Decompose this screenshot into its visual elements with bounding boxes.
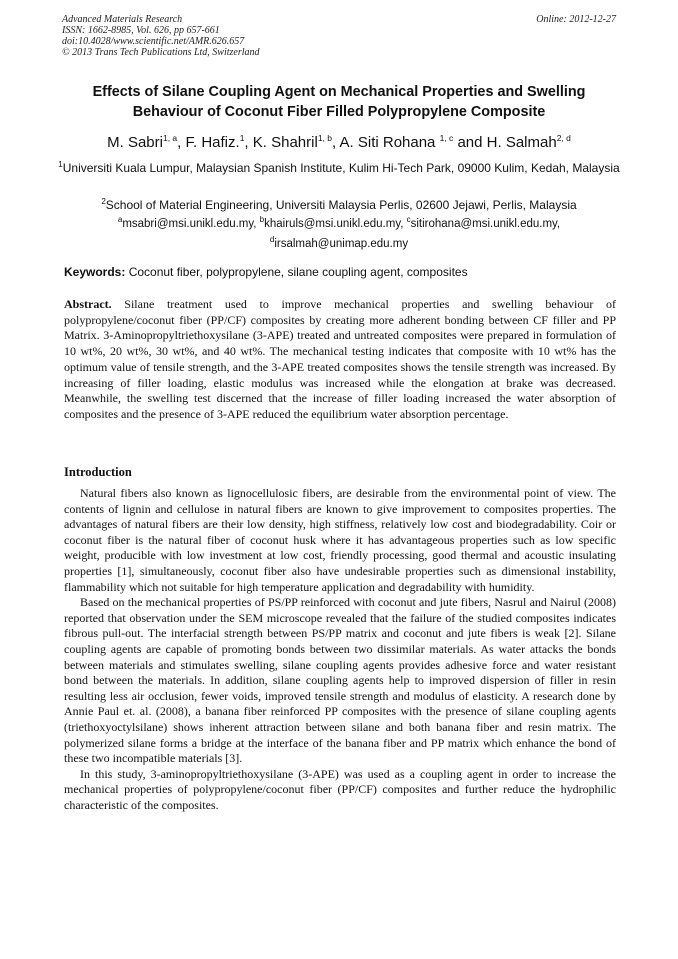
issn-line: ISSN: 1662-8985, Vol. 626, pp 657-661 xyxy=(62,25,220,36)
paper-title xyxy=(40,82,638,122)
email-list xyxy=(50,212,628,252)
author: K. Shahril$^{1, b}$, xyxy=(252,133,340,151)
author: A. Siti Rohana $^{1, c}$ and xyxy=(339,133,487,151)
journal-name: Advanced Materials Research xyxy=(62,14,183,25)
journal-header xyxy=(62,14,616,58)
email-link[interactable]: $^d$irsalmah@unimap.edu.my xyxy=(269,234,409,250)
keywords xyxy=(64,264,620,280)
author-list xyxy=(40,128,638,153)
author: M. Sabri$^{1, a}$, xyxy=(107,133,186,151)
abstract-label: Abstract. xyxy=(64,297,112,311)
keywords-text: Coconut fiber, polypropylene, silane coupling agent, composites xyxy=(125,265,468,279)
paragraph: In this study, 3-aminopropyltriethoxysilane (3-APE) was used as a coupling agent in order to increase the mechanical properties of polypropylene/coconut fiber (PP/CF) composites and further reduce the hydrophilic characteristic of the composites. xyxy=(64,766,616,812)
title-line-1: Effects of Silane Coupling Agent on Mechanical Properties and Swelling xyxy=(92,84,586,100)
affiliation-2: $^2$School of Material Engineering, Universiti Malaysia Perlis, 02600 Jejawi, Perlis, Malaysia xyxy=(101,197,577,212)
title-line-2: Behaviour of Coconut Fiber Filled Polypropylene Composite xyxy=(132,104,546,120)
paragraph: Natural fibers also known as lignocellulosic fibers, are desirable from the environmental point of view. The contents of lignin and cellulose in natural fibers are known to give improvement to composites properties. The advantages of natural fibers are their low density, high stiffness, relatively low cost and biodegradability. Coir or coconut fiber is the natural fiber of coconut husk where it has advantageous properties such as low specific weight, producible with low investment at low cost, friendly processing, good thermal and acoustic insulating properties [1], simultaneously, coconut fiber also have undesirable properties such as dimensional instability, flammability which not suitable for high temperature application and degradability with humidity. xyxy=(64,486,616,594)
affiliation-1: $^1$Universiti Kuala Lumpur, Malaysian Spanish Institute, Kulim Hi-Tech Park, 09000 Kulim, Kedah, Malaysia xyxy=(58,160,620,175)
introduction-body xyxy=(64,486,616,813)
online-date: Online: 2012-12-27 xyxy=(536,14,616,25)
abstract xyxy=(64,297,616,423)
email-link[interactable]: $^c$sitirohana@msi.unikl.edu.my, xyxy=(406,215,561,230)
section-heading-introduction: Introduction xyxy=(64,465,132,479)
paragraph: Based on the mechanical properties of PS/PP reinforced with coconut and jute fibers, Nasrul and Nairul (2008) reported that observation under the SEM microscope revealed that the failure of the studied composites indicates fibrous pull-out. The interfacial strength between PS/PP matrix and coconut and jute fibers is weak [2]. Silane coupling agents are capable of promoting bonds between two dissimilar materials. As water attacks the bonds between materials and stimulates swelling, silane coupling agents provides adhesive force and water resistant bond between the materials. In addition, silane coupling agents help to improved dispersion of filler in resin resulting less air occlusion, fewer voids, improved tensile strength and modulus of elasticity. A research done by Annie Paul et. al. (2008), a banana fiber reinforced PP composites with the presence of silane coupling agents (triethoxyoctylsilane) shows inherent attraction between silane and both banana fiber and resin matrix. The polymerized silane forms a bridge at the interface of the banana fiber and PP matrix which enhance the bond of these two incompatible materials [3]. xyxy=(64,595,616,766)
email-link[interactable]: $^a$msabri@msi.unikl.edu.my, xyxy=(117,215,260,230)
doi-line[interactable]: doi:10.4028/www.scientific.net/AMR.626.657 xyxy=(62,36,245,47)
keywords-label: Keywords: xyxy=(64,265,126,279)
email-link[interactable]: $^b$khairuls@msi.unikl.edu.my, xyxy=(259,215,407,230)
abstract-text: Silane treatment used to improve mechanical properties and swelling behaviour of polypropylene/coconut fiber (PP/CF) composites by creating more adherent bonding between CF filler and PP Matrix. 3-Aminopropyltriethoxysilane (3-APE) treated and untreated composites were prepared in formulation of 10 wt%, 20 wt%, 30 wt%, and 40 wt%. The mechanical testing indicates that composite with 10 wt% has the optimum value of tensile strength, and the 3-APE treated composites shows the tensile strength was increased. By increasing of filler loading, elastic modulus was increased while the elongation at brake was decreased. Meanwhile, the swelling test discerned that the increase of filler loading increased the water absorption of composites and the presence of 3-APE reduced the equilibrium water absorption percentage. xyxy=(64,297,616,421)
author: H. Salmah$^{2, d}$ xyxy=(486,133,571,151)
author: F. Hafiz.$^1$, xyxy=(185,133,253,151)
copyright-line: © 2013 Trans Tech Publications Ltd, Switzerland xyxy=(62,47,260,58)
